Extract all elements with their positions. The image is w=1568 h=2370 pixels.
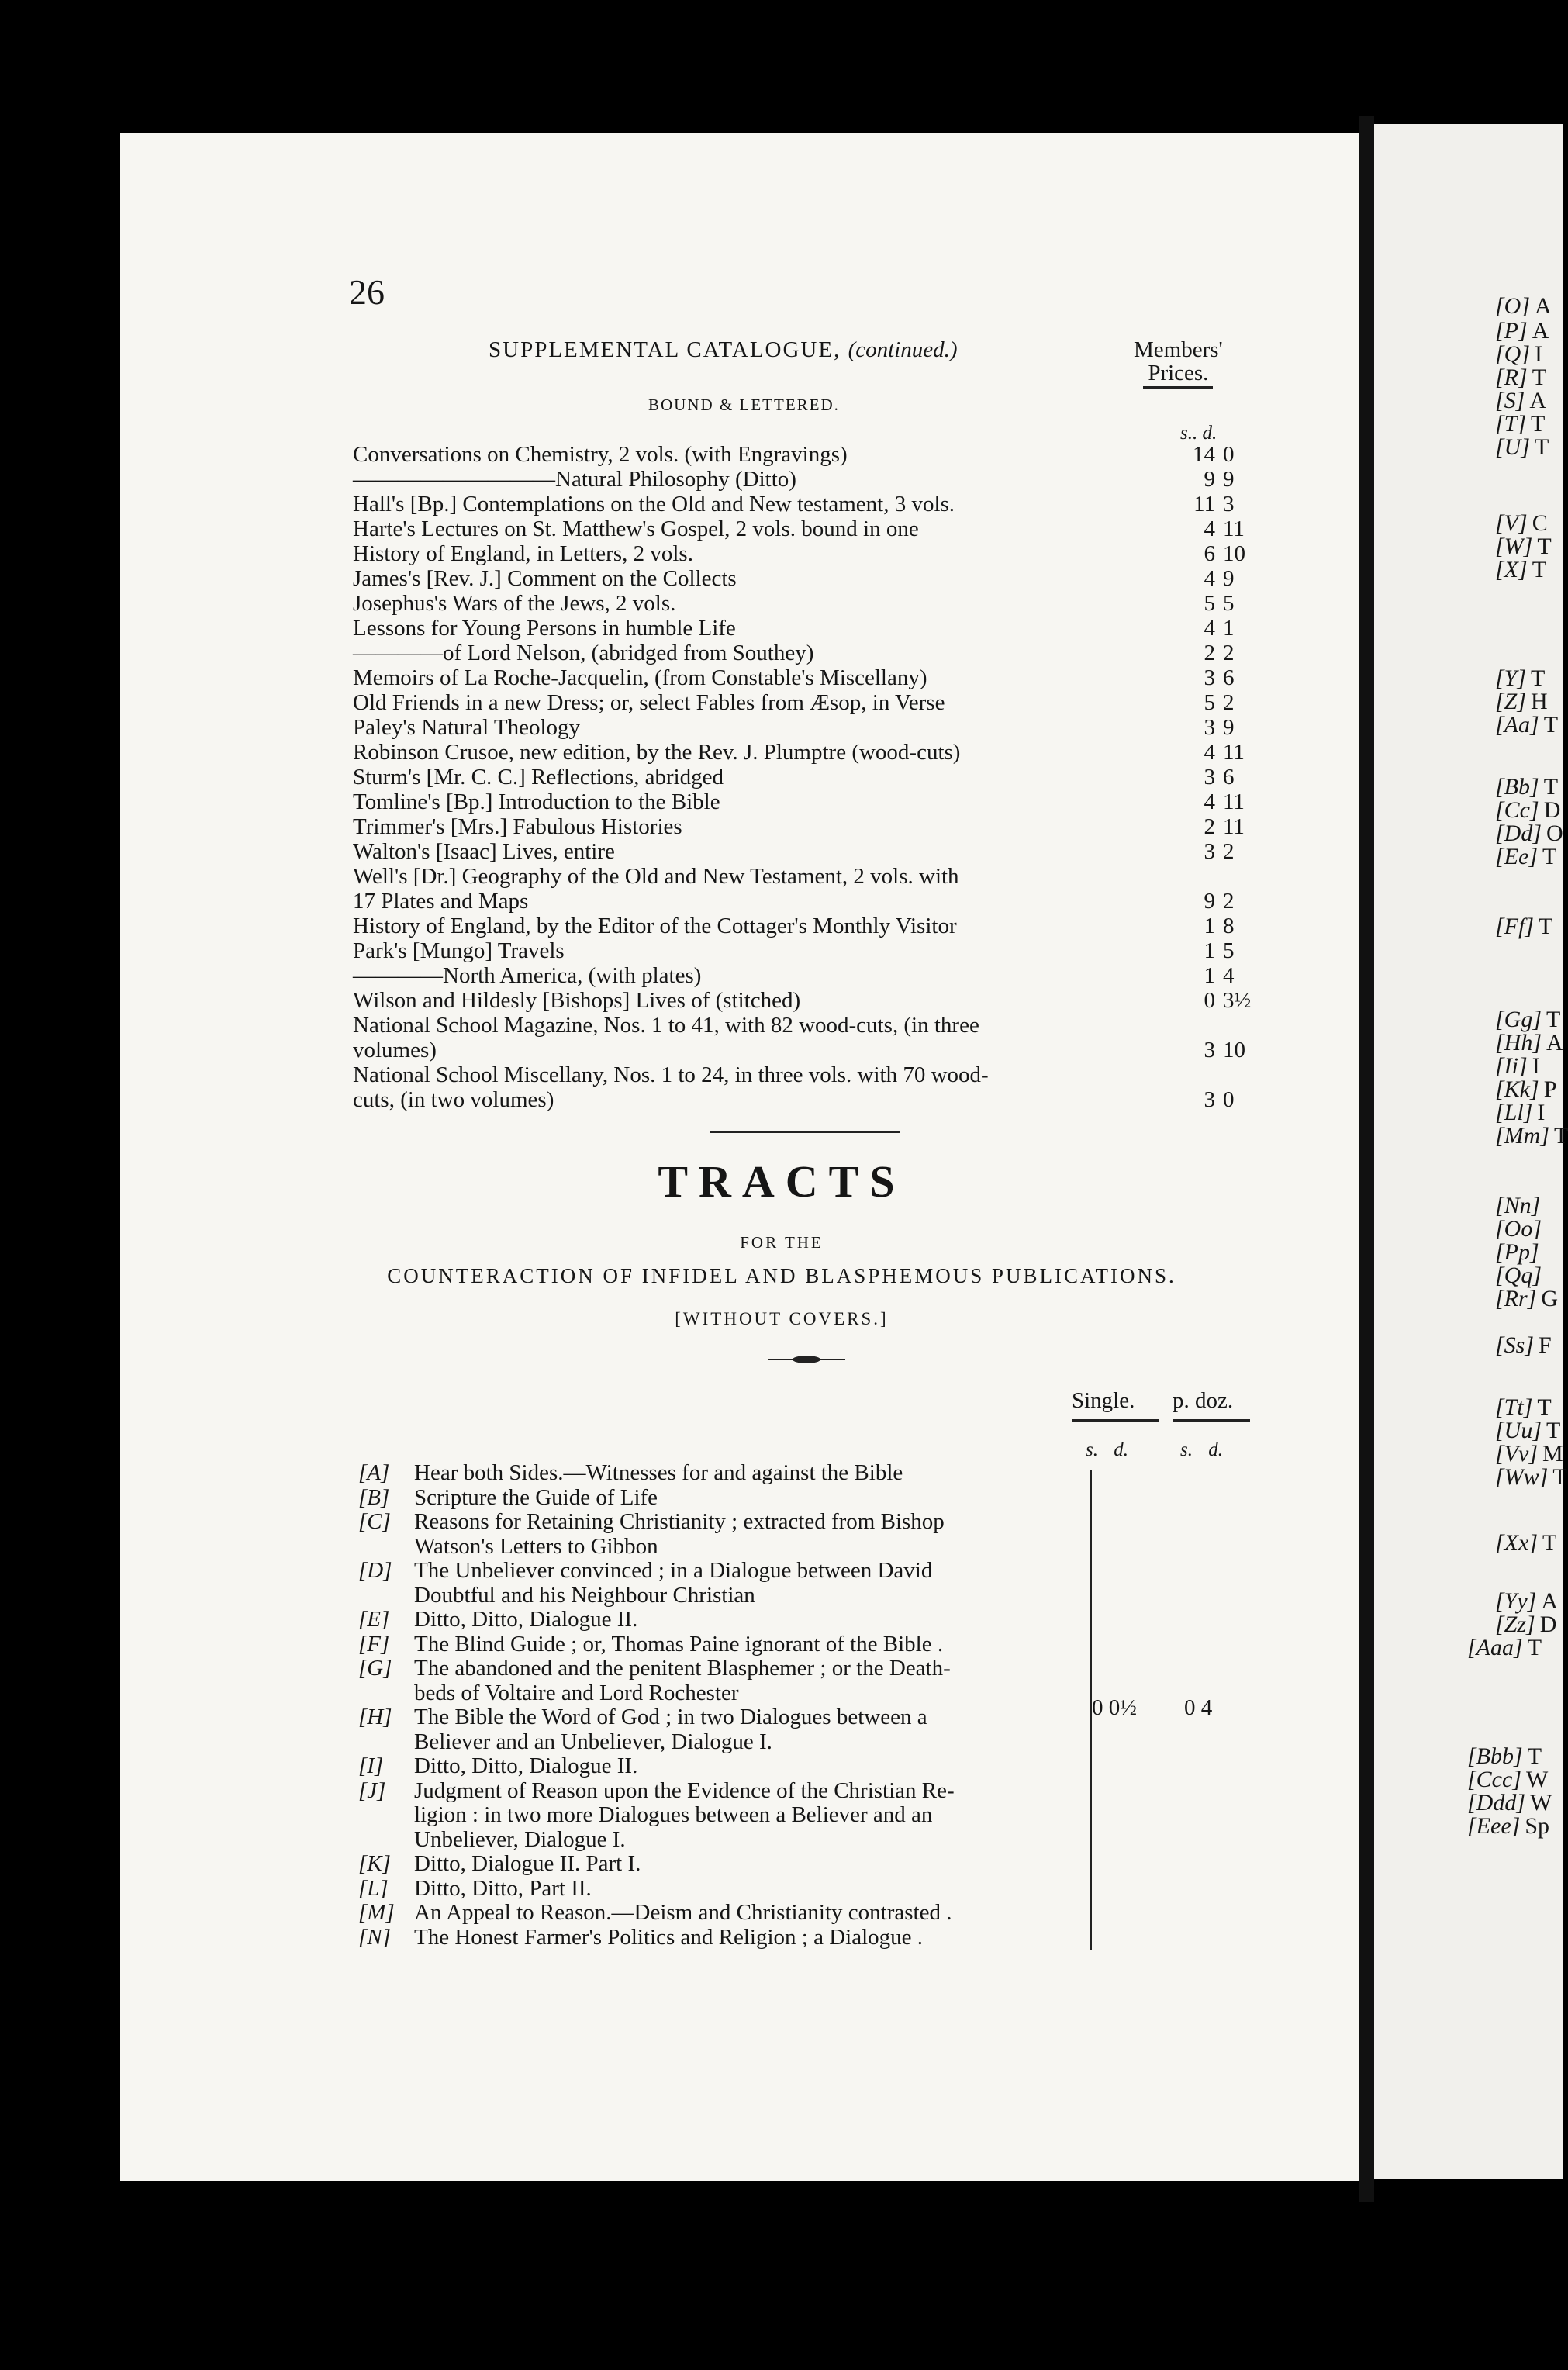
facing-page-letter: A — [1529, 388, 1547, 413]
members-prices-heading — [1134, 338, 1223, 389]
facing-page-key: [Cc] — [1495, 797, 1539, 823]
facing-page-letter: T — [1527, 1635, 1542, 1660]
catalogue-title: Paley's Natural Theology — [353, 715, 581, 740]
catalogue-row — [353, 963, 1238, 988]
facing-page-key: [Ss] — [1495, 1332, 1535, 1358]
facing-page-line — [1467, 1768, 1548, 1791]
tract-row — [358, 1925, 1087, 1950]
tract-row — [358, 1509, 1087, 1534]
price-pence: 10 — [1223, 541, 1245, 566]
facing-page-line — [1495, 1419, 1560, 1442]
facing-page-line — [1495, 1031, 1563, 1055]
price-pence: 3½ — [1223, 988, 1252, 1013]
per-dozen-column-heading: p. doz. — [1173, 1388, 1234, 1413]
tract-row — [358, 1607, 1087, 1632]
facing-page-line — [1495, 1466, 1567, 1489]
catalogue-row — [353, 566, 1238, 591]
catalogue-title: Lessons for Young Persons in humble Life — [353, 616, 736, 641]
catalogue-row — [353, 715, 1238, 740]
catalogue-title: ————North America, (with plates) — [353, 963, 702, 988]
facing-page-letter: T — [1535, 434, 1549, 460]
tract-key: [D] — [358, 1558, 392, 1583]
price-pence: 11 — [1223, 740, 1245, 765]
catalogue-row — [353, 516, 1245, 541]
catalogue-title: National School Magazine, Nos. 1 to 41, with 82 wood-cuts, (in three — [353, 1013, 979, 1038]
facing-page-line — [1495, 413, 1545, 436]
facing-page-key: [Zz] — [1495, 1612, 1535, 1637]
single-sd-header: s. d. — [1086, 1439, 1128, 1460]
price-pence: 1 — [1223, 616, 1235, 641]
tract-row — [358, 1460, 1087, 1485]
tracts-title: TRACTS — [658, 1156, 906, 1207]
price-shillings: 1 — [1204, 938, 1215, 963]
tract-row — [358, 1534, 1087, 1559]
tract-key: [J] — [358, 1778, 386, 1803]
catalogue-row — [353, 591, 1238, 616]
facing-page-letter: F — [1539, 1332, 1552, 1358]
price-shillings: 5 — [1204, 591, 1215, 616]
price-shillings: 1 — [1204, 963, 1215, 988]
catalogue-title: History of England, by the Editor of the Cottager's Monthly Visitor — [353, 914, 957, 938]
facing-page-letter: M — [1542, 1441, 1563, 1467]
facing-page-letter: H — [1531, 689, 1548, 714]
catalogue-row — [353, 616, 1238, 641]
facing-page-key: [Ddd] — [1467, 1790, 1526, 1816]
per-dozen-heading-rule — [1173, 1419, 1250, 1422]
tract-title: Ditto, Dialogue II. Part I. — [414, 1851, 641, 1876]
tract-title: ligion : in two more Dialogues between a Believer and an — [414, 1802, 933, 1827]
tract-row — [358, 1802, 1087, 1827]
tract-title: Watson's Letters to Gibbon — [414, 1533, 658, 1559]
facing-page-letter: P — [1543, 1076, 1557, 1102]
price-shillings: 2 — [1204, 814, 1215, 839]
price-shillings: 0 — [1204, 988, 1215, 1013]
tract-row — [358, 1485, 1087, 1510]
catalogue-row — [353, 988, 1252, 1013]
facing-page-line — [1467, 1791, 1552, 1815]
facing-page-line — [1495, 1442, 1563, 1466]
catalogue-row — [353, 814, 1245, 839]
tract-title: Believer and an Unbeliever, Dialogue I. — [414, 1729, 772, 1754]
facing-page-line — [1467, 1636, 1542, 1660]
supplemental-heading-text: SUPPLEMENTAL CATALOGUE, — [489, 337, 841, 362]
single-column-heading: Single. — [1072, 1388, 1135, 1413]
facing-page-key: [V] — [1495, 510, 1528, 536]
tract-title: beds of Voltaire and Lord Rochester — [414, 1680, 739, 1705]
price-pence: 0 — [1223, 1087, 1235, 1112]
tract-key: [K] — [358, 1851, 391, 1876]
catalogue-title: Harte's Lectures on St. Matthew's Gospel, 2 vols. bound in one — [353, 516, 919, 541]
facing-page-key: [Aa] — [1495, 712, 1539, 738]
facing-page-line — [1495, 915, 1552, 938]
facing-page-letter: Sp — [1525, 1813, 1549, 1839]
facing-page-line — [1495, 1125, 1568, 1148]
facing-page-letter: T — [1542, 844, 1557, 869]
catalogue-title: National School Miscellany, Nos. 1 to 24, in three vols. with 70 wood- — [353, 1062, 989, 1087]
facing-page-key: [Aaa] — [1467, 1635, 1523, 1660]
facing-page-key: [Z] — [1495, 689, 1527, 714]
tracts-for-the: FOR THE — [740, 1233, 824, 1252]
price-pence: 5 — [1223, 591, 1235, 616]
bound-lettered-heading: BOUND & LETTERED. — [648, 396, 840, 414]
facing-page-key: [Q] — [1495, 341, 1531, 367]
facing-page-key: [W] — [1495, 534, 1533, 559]
price-shillings: 4 — [1204, 789, 1215, 814]
catalogue-row — [353, 1013, 1238, 1038]
facing-page-letter: T — [1543, 712, 1559, 738]
facing-page-letter: G — [1541, 1286, 1559, 1311]
price-pence: 9 — [1223, 566, 1235, 591]
tract-key: [H] — [358, 1705, 392, 1729]
single-price: 0 0½ — [1092, 1695, 1137, 1720]
price-shillings: 2 — [1204, 641, 1215, 665]
facing-page-letter: D — [1539, 1612, 1557, 1637]
facing-page-key: [Ff] — [1495, 914, 1535, 939]
facing-page-line — [1495, 1613, 1556, 1636]
facing-page-letter: T — [1546, 1418, 1561, 1443]
facing-page-letter: A — [1541, 1588, 1559, 1614]
catalogue-row — [353, 641, 1238, 665]
tract-title: Judgment of Reason upon the Evidence of the Christian Re- — [414, 1778, 955, 1803]
price-pence: 11 — [1223, 789, 1245, 814]
price-pence: 2 — [1223, 641, 1235, 665]
catalogue-row — [353, 541, 1245, 566]
tract-title: Ditto, Ditto, Dialogue II. — [414, 1753, 638, 1778]
facing-page-letter: T — [1539, 914, 1553, 939]
catalogue-title: Old Friends in a new Dress; or, select Fables from Æsop, in Verse — [353, 690, 945, 715]
price-pence: 11 — [1223, 814, 1245, 839]
facing-page-letter: T — [1532, 557, 1547, 582]
page-number: 26 — [349, 272, 385, 312]
tract-title: The Blind Guide ; or, Thomas Paine ignorant of the Bible . — [414, 1631, 944, 1657]
section-divider — [710, 1131, 900, 1133]
price-pence: 2 — [1223, 889, 1235, 914]
tract-title: An Appeal to Reason.—Deism and Christianity contrasted . — [414, 1900, 952, 1925]
tract-title: Reasons for Retaining Christianity ; extracted from Bishop — [414, 1509, 945, 1534]
tract-key: [N] — [358, 1924, 391, 1950]
facing-page-line — [1495, 667, 1545, 690]
facing-page-letter: T — [1532, 364, 1547, 390]
tract-row — [358, 1632, 1087, 1657]
catalogue-row — [353, 889, 1238, 914]
tracts-without-covers: [WITHOUT COVERS.] — [675, 1309, 889, 1328]
facing-page-line — [1495, 320, 1549, 343]
tract-row — [358, 1851, 1087, 1876]
members-label: Members' — [1134, 337, 1223, 362]
facing-page-key: [Mm] — [1495, 1123, 1550, 1149]
price-shillings: 3 — [1204, 839, 1215, 864]
facing-page-key: [Uu] — [1495, 1418, 1542, 1443]
facing-page-line — [1495, 343, 1542, 366]
catalogue-title: volumes) — [353, 1038, 437, 1062]
facing-page-letter: D — [1543, 797, 1561, 823]
price-shillings: 14 — [1193, 442, 1215, 467]
facing-page-key: [Eee] — [1467, 1813, 1521, 1839]
facing-page-key: [T] — [1495, 411, 1527, 437]
catalogue-title: History of England, in Letters, 2 vols. — [353, 541, 693, 566]
price-pence: 6 — [1223, 765, 1235, 789]
facing-page-letter: I — [1537, 1100, 1546, 1125]
facing-page-line — [1495, 1334, 1552, 1357]
facing-page-key: [Kk] — [1495, 1076, 1539, 1102]
shillings-pence-header: s.. d. — [1180, 423, 1217, 444]
catalogue-row — [353, 839, 1238, 864]
facing-page-line — [1495, 776, 1558, 799]
tract-row — [358, 1729, 1087, 1754]
catalogue-row — [353, 442, 1238, 467]
facing-page-letter: C — [1532, 510, 1548, 536]
facing-page-key: [Ll] — [1495, 1100, 1533, 1125]
price-pence: 11 — [1223, 516, 1245, 541]
facing-page-key: [Vv] — [1495, 1441, 1538, 1467]
facing-page-line — [1495, 1396, 1552, 1419]
catalogue-title: Walton's [Isaac] Lives, entire — [353, 839, 615, 864]
tract-key: [A] — [358, 1460, 390, 1485]
tract-key: [I] — [358, 1753, 384, 1778]
tract-row — [358, 1778, 1087, 1803]
facing-page-key: [Nn] — [1495, 1193, 1541, 1218]
catalogue-row — [353, 1087, 1238, 1112]
price-shillings: 4 — [1204, 516, 1215, 541]
catalogue-title: Robinson Crusoe, new edition, by the Rev. J. Plumptre (wood-cuts) — [353, 740, 961, 765]
tract-title: Hear both Sides.—Witnesses for and against the Bible — [414, 1460, 903, 1485]
tract-row — [358, 1900, 1087, 1925]
tract-title: Ditto, Ditto, Part II. — [414, 1875, 592, 1901]
catalogue-title: Memoirs of La Roche-Jacquelin, (from Constable's Miscellany) — [353, 665, 927, 690]
tract-key: [C] — [358, 1509, 391, 1534]
facing-page-letter: T — [1537, 534, 1552, 559]
facing-page-line — [1495, 436, 1549, 459]
tract-row — [358, 1656, 1087, 1681]
tract-row — [358, 1827, 1087, 1852]
tract-row — [358, 1705, 1087, 1729]
facing-page-line — [1495, 1287, 1558, 1311]
tract-row — [358, 1583, 1087, 1608]
facing-page-key: [Bbb] — [1467, 1743, 1523, 1769]
facing-page-letter: O — [1546, 821, 1563, 846]
catalogue-title: James's [Rev. J.] Comment on the Collects — [353, 566, 737, 591]
facing-page-key: [Qq] — [1495, 1263, 1542, 1288]
tract-key: [L] — [358, 1875, 389, 1901]
price-shillings: 9 — [1204, 889, 1215, 914]
price-shillings: 3 — [1204, 715, 1215, 740]
facing-page-key: [Xx] — [1495, 1530, 1538, 1556]
tract-title: Doubtful and his Neighbour Christian — [414, 1582, 755, 1608]
facing-page-letter: T — [1543, 774, 1559, 800]
price-shillings: 9 — [1204, 467, 1215, 492]
price-pence: 6 — [1223, 665, 1235, 690]
facing-page-key: [Pp] — [1495, 1239, 1539, 1265]
tract-title: The Bible the Word of God ; in two Dialogues between a — [414, 1705, 927, 1729]
facing-page-letter: A — [1546, 1030, 1563, 1055]
tract-row — [358, 1753, 1087, 1778]
facing-page-letter: T — [1531, 411, 1546, 437]
catalogue-title: Hall's [Bp.] Contemplations on the Old and New testament, 3 vols. — [353, 492, 955, 516]
facing-page-key: [O] — [1495, 293, 1531, 319]
catalogue-row — [353, 1038, 1245, 1062]
facing-page-key: [Bb] — [1495, 774, 1539, 800]
facing-page-letter: T — [1537, 1394, 1552, 1420]
supplemental-heading — [489, 337, 958, 363]
catalogue-title: ————of Lord Nelson, (abridged from Southey) — [353, 641, 814, 665]
facing-page-key: [S] — [1495, 388, 1525, 413]
facing-page-letter: T — [1552, 1464, 1567, 1490]
price-pence: 8 — [1223, 914, 1235, 938]
price-shillings: 3 — [1204, 765, 1215, 789]
price-shillings: 3 — [1204, 1087, 1215, 1112]
tract-key: [B] — [358, 1484, 390, 1510]
ornament-rule — [768, 1354, 845, 1365]
facing-page-key: [Dd] — [1495, 821, 1542, 846]
facing-page-line — [1495, 1078, 1556, 1101]
catalogue-row — [353, 765, 1238, 789]
facing-page-letter: I — [1532, 1053, 1540, 1079]
tract-title: Scripture the Guide of Life — [414, 1484, 658, 1510]
price-pence: 9 — [1223, 467, 1235, 492]
facing-page-key: [Ccc] — [1467, 1767, 1521, 1792]
tract-key: [G] — [358, 1656, 392, 1681]
facing-page-letter: T — [1554, 1123, 1568, 1149]
facing-page-key: [Yy] — [1495, 1588, 1537, 1614]
tract-row — [358, 1876, 1087, 1901]
facing-page-line — [1495, 713, 1558, 737]
catalogue-row — [353, 740, 1245, 765]
price-brace — [1079, 1470, 1092, 1950]
facing-page-line — [1495, 295, 1552, 318]
facing-page-key: [Y] — [1495, 665, 1527, 691]
price-shillings: 1 — [1204, 914, 1215, 938]
catalogue-row — [353, 467, 1238, 492]
tract-key: [M] — [358, 1900, 395, 1925]
per-dozen-price: 0 4 — [1184, 1695, 1213, 1720]
price-shillings: 3 — [1204, 1038, 1215, 1062]
tract-title: The Honest Farmer's Politics and Religion ; a Dialogue . — [414, 1924, 923, 1950]
facing-page-letter: T — [1546, 1007, 1561, 1032]
catalogue-title: —————————Natural Philosophy (Ditto) — [353, 467, 796, 492]
catalogue-title: cuts, (in two volumes) — [353, 1087, 554, 1112]
facing-page-line — [1495, 845, 1556, 869]
facing-page-letter: T — [1531, 665, 1546, 691]
facing-page-key: [P] — [1495, 318, 1528, 344]
facing-page-key: [Rr] — [1495, 1286, 1537, 1311]
price-pence: 4 — [1223, 963, 1235, 988]
facing-page-letter: T — [1527, 1743, 1542, 1769]
single-heading-rule — [1072, 1419, 1159, 1422]
facing-page-line — [1495, 1055, 1540, 1078]
catalogue-row — [353, 1062, 1238, 1087]
facing-page-key: [Gg] — [1495, 1007, 1542, 1032]
facing-page-key: [Ee] — [1495, 844, 1538, 869]
price-pence: 2 — [1223, 839, 1235, 864]
tract-row — [358, 1681, 1087, 1705]
facing-page-key: [Tt] — [1495, 1394, 1533, 1420]
price-pence: 5 — [1223, 938, 1235, 963]
facing-page-key: [Oo] — [1495, 1216, 1542, 1242]
per-dozen-sd-header: s. d. — [1180, 1439, 1223, 1460]
catalogue-title: Well's [Dr.] Geography of the Old and New Testament, 2 vols. with — [353, 864, 959, 889]
facing-page-key: [R] — [1495, 364, 1528, 390]
facing-page-line — [1495, 1590, 1558, 1613]
facing-page-letter: W — [1530, 1790, 1552, 1816]
facing-page-line — [1495, 512, 1548, 535]
price-shillings: 3 — [1204, 665, 1215, 690]
catalogue-title: Wilson and Hildesly [Bishops] Lives of (stitched) — [353, 988, 801, 1013]
price-pence: 0 — [1223, 442, 1235, 467]
facing-page-line — [1467, 1745, 1542, 1768]
price-pence: 2 — [1223, 690, 1235, 715]
facing-page-key: [X] — [1495, 557, 1528, 582]
facing-page-key: [Hh] — [1495, 1030, 1542, 1055]
catalogue-title: Tomline's [Bp.] Introduction to the Bible — [353, 789, 720, 814]
catalogue-row — [353, 690, 1238, 715]
catalogue-row — [353, 914, 1238, 938]
facing-page-line — [1467, 1815, 1549, 1838]
facing-page — [1374, 124, 1568, 2179]
facing-page-line — [1495, 1101, 1545, 1125]
catalogue-title: 17 Plates and Maps — [353, 889, 529, 914]
facing-page-line — [1495, 822, 1563, 845]
catalogue-row — [353, 938, 1238, 963]
price-pence: 3 — [1223, 492, 1235, 516]
catalogue-title: Josephus's Wars of the Jews, 2 vols. — [353, 591, 676, 616]
price-shillings: 6 — [1204, 541, 1215, 566]
supplemental-heading-continued: (continued.) — [848, 337, 958, 362]
facing-page-line — [1495, 535, 1552, 558]
price-shillings: 5 — [1204, 690, 1215, 715]
price-shillings: 4 — [1204, 566, 1215, 591]
tract-title: The Unbeliever convinced ; in a Dialogue between David — [414, 1558, 933, 1583]
catalogue-row — [353, 665, 1238, 690]
catalogue-row — [353, 789, 1245, 814]
tracts-subtitle: COUNTERACTION OF INFIDEL AND BLASPHEMOUS PUBLICATIONS. — [387, 1264, 1176, 1287]
tract-title: Unbeliever, Dialogue I. — [414, 1826, 626, 1852]
tract-key: [F] — [358, 1631, 390, 1657]
price-shillings: 4 — [1204, 616, 1215, 641]
facing-page-letter: A — [1535, 293, 1552, 319]
facing-page-line — [1495, 366, 1546, 389]
facing-page-key: [Ww] — [1495, 1464, 1549, 1490]
facing-page-line — [1495, 389, 1546, 413]
catalogue-row — [353, 492, 1238, 516]
facing-page-letter: T — [1542, 1530, 1557, 1556]
price-pence: 10 — [1223, 1038, 1245, 1062]
facing-page-line — [1495, 799, 1560, 822]
facing-page-line — [1495, 1008, 1560, 1031]
facing-page-letter: I — [1535, 341, 1543, 367]
facing-page-key: [Ii] — [1495, 1053, 1528, 1079]
price-shillings: 11 — [1193, 492, 1215, 516]
facing-page-line — [1495, 1532, 1556, 1555]
prices-label: Prices. — [1143, 361, 1213, 389]
tract-row — [358, 1558, 1087, 1583]
facing-page-letter: W — [1526, 1767, 1549, 1792]
catalogue-title: Conversations on Chemistry, 2 vols. (with Engravings) — [353, 442, 848, 467]
price-shillings: 4 — [1204, 740, 1215, 765]
facing-page-line — [1495, 690, 1548, 713]
tract-title: The abandoned and the penitent Blasphemer ; or the Death- — [414, 1656, 951, 1681]
catalogue-title: Sturm's [Mr. C. C.] Reflections, abridged — [353, 765, 724, 789]
tract-title: Ditto, Ditto, Dialogue II. — [414, 1607, 638, 1632]
catalogue-row — [353, 864, 1238, 889]
catalogue-title: Trimmer's [Mrs.] Fabulous Histories — [353, 814, 682, 839]
tract-key: [E] — [358, 1607, 390, 1632]
facing-page-line — [1495, 558, 1546, 582]
facing-page-key: [U] — [1495, 434, 1531, 460]
catalogue-title: Park's [Mungo] Travels — [353, 938, 565, 963]
facing-page-letter: A — [1532, 318, 1549, 344]
price-pence: 9 — [1223, 715, 1235, 740]
